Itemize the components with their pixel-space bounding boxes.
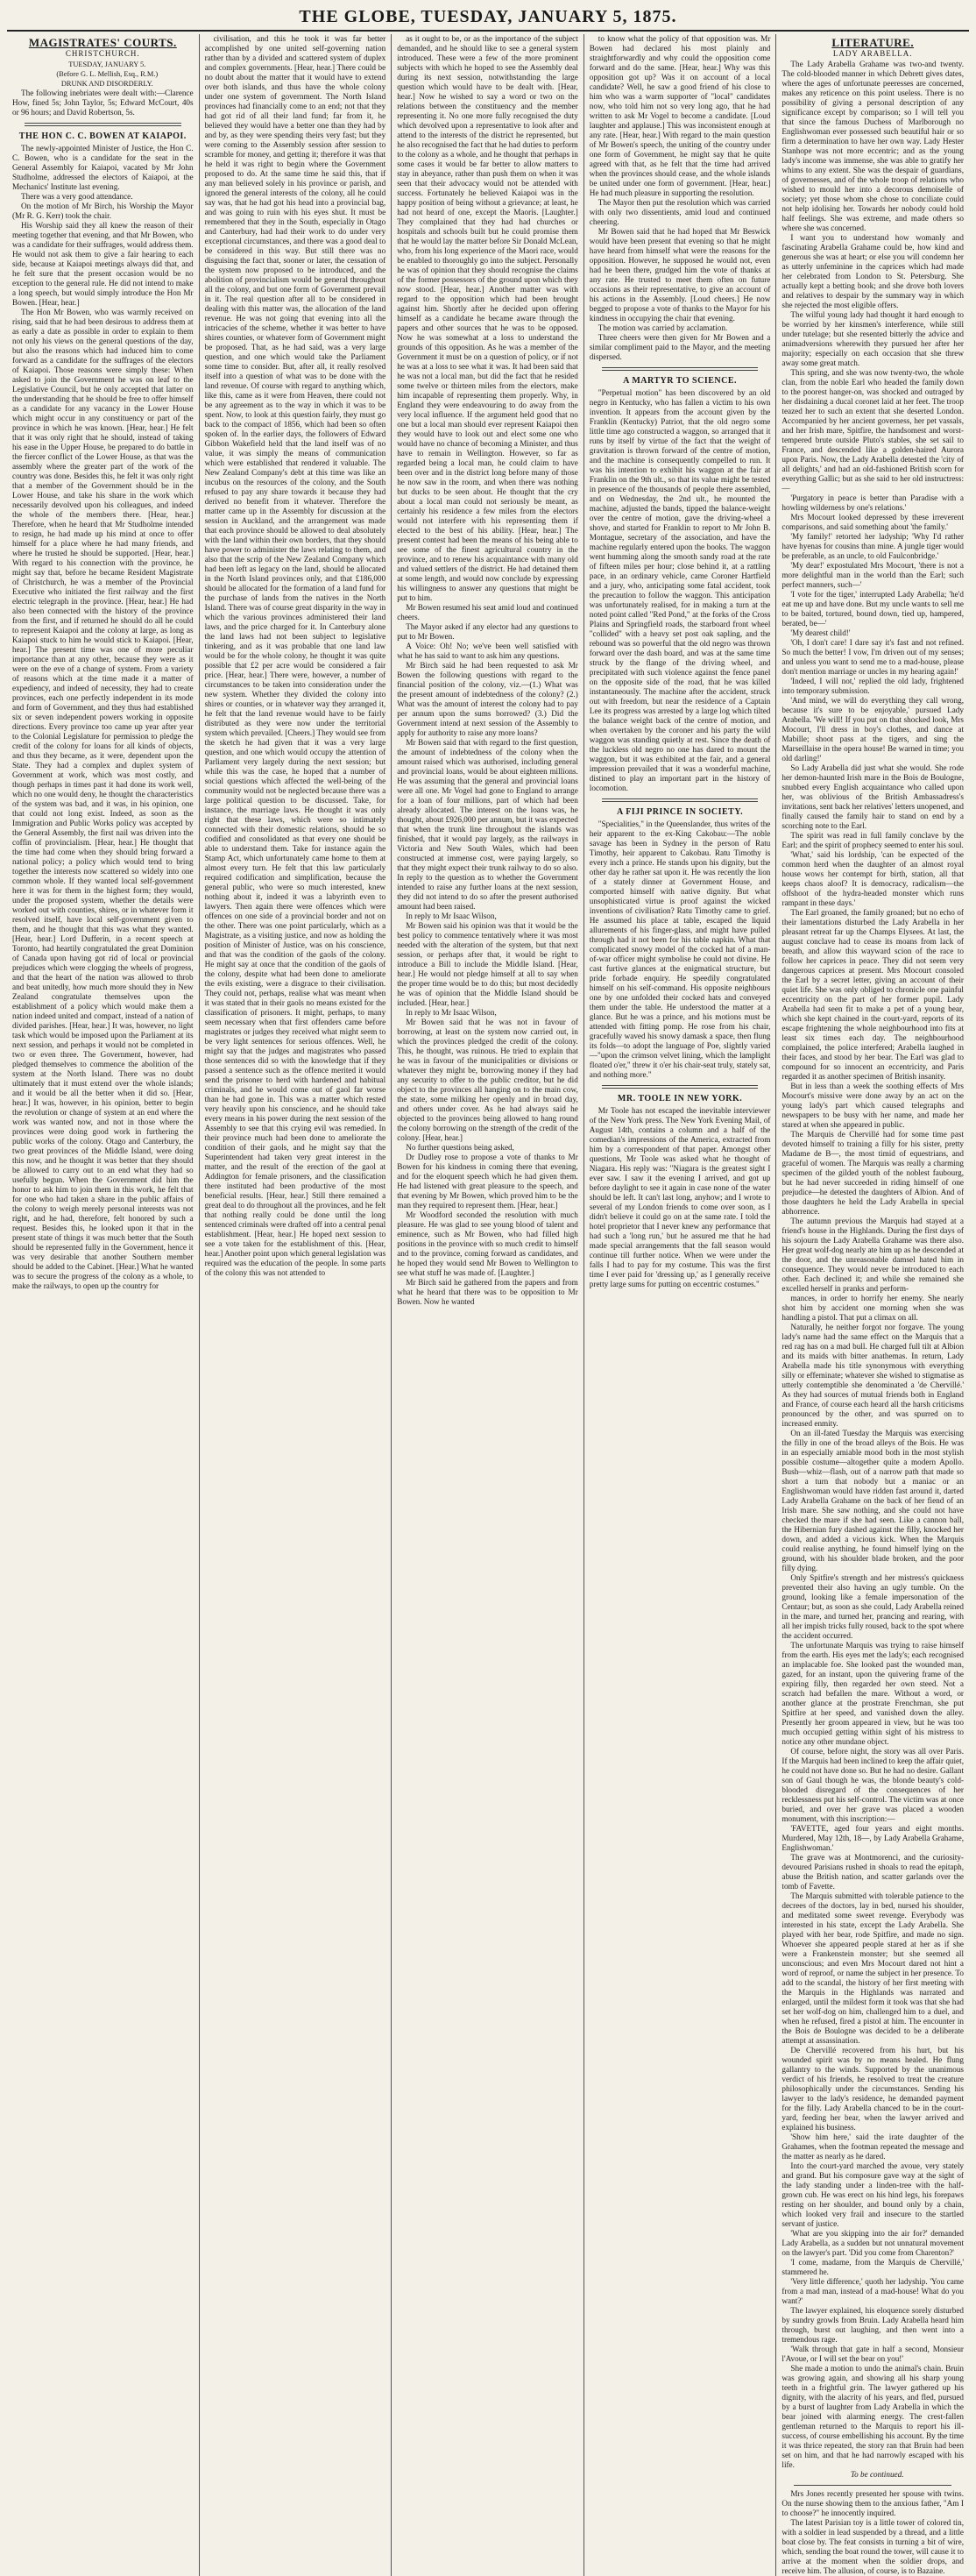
paragraph: Three cheers were then given for Mr Bowen and a similar compliment paid to the Mayor, and the meeting dispersed. bbox=[589, 333, 771, 361]
paragraph: On the motion of Mr Birch, his Worship the Mayor (Mr R. G. Kerr) took the chair. bbox=[12, 202, 194, 220]
paragraph: The Marquis submitted with tolerable patience to the decrees of the doctors, lay in bed, nursed his shoulder, and meditated some sweet revenge. Everybody was interested in his state, except the Lady Arabella. She played with her bear, rode Spitfire, and made no sign. Whoever she appeared people stared at her as if she were a Frankenstein monster; but she seemed all unconscious; and even Mrs Mocourt dared not hint a word of reproof, or name the subject in her presence. To add to the scandal, the history of her first meeting with the Marquis in the Highlands was narrated and enlarged, until the mildest form it took was that she had set her wolf-dog on him, challenged him to a duel, and when he refused, fired a pistol at him. The encounter in the Bois de Boulogne was decided to be a deliberate attempt at assassination. bbox=[782, 1891, 964, 2045]
paragraph: 'Purgatory in peace is better than Paradise with a howling wilderness by one's relations.' bbox=[782, 493, 964, 512]
case-text: The following inebriates were dealt with:—Clarence How, fined 5s; John Taylor, 5s; Edward McCourt, 40s or 96 hours; and David Robertson, 5s. bbox=[12, 89, 194, 117]
section-title: LITERATURE. bbox=[831, 36, 915, 49]
court-date: TUESDAY, JANUARY 5. bbox=[68, 60, 146, 68]
paragraph: The latest Parisian toy is a little tower of colored tin, with a soldier in lead suspended by a thread, and a little boat close by. The feat consists in turning a bit of wire, which, sending the boat round the tower, will cause it to arrive at the moment when the soldier drops, and receive him. The allusion, of course, is to Bazaine. bbox=[782, 2518, 964, 2575]
paragraph: Mr Bowen said that with regard to the first question, the amount of indebtedness of the colony when the amount raised which was authorised, including general and provincial loans, would be about eighteen millions. He was assuming that the general and provincial loans were all one. Mr Vogel had gone to England to arrange for a loan of four millions, part of which had been already allocated. The interest on the loans was, he thought, about £926,000 per annum, but it was expected that when the trunk line throughout the islands was finished, that it would pay largely, as the railways in Victoria and New South Wales, which had been constructed at immense cost, were paying largely, so that they might expect their trunk railway to do so also. In reply to the question as to whether the Government intended to raise any further loans at the next session, they did not intend to do so after the present authorised amount had been raised. bbox=[397, 738, 578, 911]
paragraph: Mr Bowen said that he was not in favour of borrowing, at least on the system now carried out, in which the provinces pledged the credit of the colony. This, he thought, was ruinous. He tried to explain that he was in favour of the municipalities or divisions or whatever they might be, borrowing money if they had any security to offer to the public creditor, but he did object to the provinces all hanging on to the main cow, the state, some milking her openly and in broad day, and others under cover. As he had always said he objected to the provinces being allowed to hang round the colony borrowing on the strength of the credit of the colony. [Hear, hear.] bbox=[397, 1018, 578, 1142]
paragraph: The autumn previous the Marquis had stayed at a friend's house in the Highlands. During the first days of his sojourn the Lady Arabella Grahame was there also. Her great wolf-dog nearly ate him up as he descended at the door, and the unreasonable damsel hated him in consequence. They would never be introduced to each other. Each declined it; and while she remained she excelled herself in pranks and perform- bbox=[782, 1217, 964, 1293]
paragraph: Mrs Mocourt looked depressed by these irreverent comparisons, and said something about 'the family.' bbox=[782, 513, 964, 531]
paragraph: The lawyer explained, his eloquence sorely disturbed by sundry growls from Bruin. Lady Arabella heard him through, burst out laughing, and then went into a tremendous rage. bbox=[782, 2306, 964, 2344]
paragraph: as it ought to be, or as the importance of the subject demanded, and he should like to see a general system introduced. These were a few of the more prominent subjects with which he hoped to see the Assembly deal during its next session, notwithstanding the large question which would have to be dealt with. [Hear, hear.] Now he wished to say a word or two on the relations between the constituency and the member representing it. No one more fully recognised the duty which devolved upon a representative to look after and attend to the interests of the district he represented, but he also recognised the fact that he had duties to perform to the colony as a whole, and he thought that perhaps in some cases it would be far better to allow matters to stay in abeyance, rather than push them on when it was seen that their advocacy would not be attended with success. Fortunately he believed Kaiapoi was in the happy position of being without a grievance; at least, he had not heard of one, except the Maoris. [Laughter.] They complained that they had had churches or hospitals and schools built but he could promise them that he would lay the matter before Sir Donald McLean, who, from his long experience of the Maori race, would be enabled to thoroughly go into the subject. Personally he was of opinion that they should recognise the claims of the former possessors of the ground upon which they now stood. [Hear, hear.] Another matter was with regard to the opposition which had been brought against him. Shortly after he decided upon offering himself as a candidate he became aware through the papers and other sources that he was to be opposed. Now he was somewhat at a loss to understand the grounds of this opposition. As he was a member of the Government it must be on a question of policy, or if not he was at a loss to see what it was. It had been said that he was not a local man, but did the fact that he resided some twelve or thirteen miles from the electors, make him incapable of representing them properly. Why, in England they were endeavouring to do away from the very local influence. If the argument held good that no one but a local man should ever represent Kaiapoi then they would have to look out and elect some one who would have no chance of becoming a Minister, and thus have to remain in Wellington. However, so far as regarded being a local man, he could claim to have been over and in the district long before many of those he now saw in the room, and when there was nothing but ducks to be seen about. He thought that the cry about a local man could not seriously be meant, as certainly his residence a few miles from the electors would not interfere with his representing them if elected to the best of his ability. [Hear, hear.] The present contest had been the means of his being able to see some of the finest agricultural country in the province, and to renew his acquaintance with many old and valued settlers of the district. He had detained them at some length, and would now conclude by expressing his willingness to answer any questions that might be put to him. bbox=[397, 34, 578, 602]
story-body bbox=[782, 60, 964, 1294]
paragraph: The Marquis de Chervillé had for some time past devoted himself to training a filly for his sister, pretty Madame de B—, the most timid of equestrians, and graceful of women. The Marquis was really a charming specimen of the gilded youth of the noblest faubourg, but he had never succeeded in riding himself of one prejudice—he detested the daughters of Albion. And of those daughters he held the Lady Arabella in special abhorrence. bbox=[782, 1130, 964, 1216]
paragraph: The Lady Arabella Grahame was two-and twenty. The cold-blooded manner in which Debrett gives dates, where the ages of unfortunate peeresses are concerned, makes any reticence on this point useless. There is no possibility of giving a personal description of any significance except by comparison; so I will tell you that since the famous Duchess of Marlborough no Englishwoman ever possessed such beautiful hair or so firm a determination to have her own way. Lady Hester Stanhope was not more eccentric; and as the young lady's income was immense, she was able to gratify her whims to any extent. She was the despair of guardians, of governesses, and of the whole troop of relations who wished to mould her into a decorous demoiselle of society; yet those whom she chose to conciliate could not help idolising her. Towards her nobody could hold half feelings. She was extreme, and made others so where she was concerned. bbox=[782, 60, 964, 232]
divider bbox=[602, 367, 759, 371]
paragraph: civilisation, and this he took it was far better accomplished by one united self-governing nation rather than by a divided and scattered system of duplex and complex governments. [Hear, hear.] There could be no doubt about the matter that it would have to extend over both islands, and thus have the whole colony under one system of government. The North Island provinces had financially come to an end; not that they had got rid of all their land fund; far from it, he believed they would have a better one than they had by and by, as they were spending theirs very fast; but they were coming to the Assembly session after session to scramble for money, and getting it; therefore it was that he held it was right to begin where the Government proposed to do. At the same time he said this, that if any man believed solely in his province or parish, and ignored the general interests of the colony, all he could say was, that he had got his head into a provincial bag, and was going to ruin with his eyes shut. It must be remembered that they in the South, especially in Otago and Canterbury, had had their work to do under very exceptional circumstances, and there was a good deal to be considered in this way. But still there was no disguising the fact that, sooner or later, the cessation of the system now proposed to be introduced, and the abolition of provincialism would be general throughout all the colony, and but one form of Government prevail in it. The real question after all to be considered in dealing with this matter was, the allocation of the land revenue. He was not going that evening into all the intricacies of the scheme, whether it was better to have shires counties, or whatever form of Government might be proposed. That, as he had said, was a very large question, and one which would take the Parliament some time to consider. But, after all, it really resolved itself into a question of what was to be done with the land revenue. Of course with regard to anything which, like this, came as it were from Heaven, there could not be any agreement as to the way in which it was to be spent. Now, to look at this question fairly, they must go back to the compact of 1856, which had been so often spoken of. In the earlier days, the followers of Edward Gibbon Wakefield held that the land itself was of no value, it was simply the means of communication which were established that rendered it valuable. The New Zealand Company's debt at this time was like an incubus on the resources of the colony, and the South refused to pay any share towards it because they had derived no benefit from it whatever. Therefore the matter came up in the Assembly for discussion at the session in Auckland, and the arrangement was made that each province should be allowed to deal absolutely with the land within their own borders, that they should have power to administer the laws relating to them, and also that the scrip of the New Zealand Company which had been left as legacy on the land, should be allocated in the North Island provinces only, and that £186,000 should be allocated for the formation of a land fund for the purchase of lands from the natives in the North Island. There was of course great disparity in the way in which the various provinces administered their land laws, and the price charged for it. In Canterbury alone the land laws had not been subject to legislative tinkering, and as it was probable that one land law would be for the whole colony, he thought it was quite possible that £2 per acre would be considered a fair price. [Hear, hear.] There were, however, a number of circumstances to be taken into consideration under the new system. Whether they divided the colony into shires or counties, or in whatever way they arranged it, he felt that the land revenue would have to be fairly distributed as they were now under the territorial system which prevailed. [Cheers.] They would see from the sketch he had given that it was a very large question, and one which would occupy the attention of Parliament very largely during the next session; but while this was the case, he hoped that a number of social questions which affected the well-being of the community would not be neglected because there was a large political question to be discussed. Take, for instance, the marriage laws. He thought it was only right that these laws, which were so intimately connected with their domestic relations, should be so codified and consolidated as that every one should be able to understand them. Take for instance again the Stamp Act, which unfortunately came home to them at almost every turn. He felt that this law particularly required codification and simplification, because the general public, who were so much interested, knew nothing about it, indeed it was a labyrinth even to lawyers. Then again there were offences which were offences on one side of a provincial border and not on the other. There was one point particularly, which as a Magistrate, as a visiting justice, and now as holding the position of Minister of Justice, was on his conscience, and that was the condition of the gaols of the colony. He might say at once that the condition of the gaols of the colony, despite what had been done to ameliorate the evils existing, were a disgrace to their civilisation. They could not, perhaps, realise what was meant when it was stated that in their gaols no means existed for the classification of prisoners. It might, perhaps, to many seem necessary when that first offenders came before magistrates or judges they received what might seem to be very light sentences for serious offences. Well, he might say that the judges and magistrates who passed those sentences did so with the knowledge that if they passed a sentence such as the offence merited it would send the prisoner to herd with hardened and habitual criminals, and he would come out of gaol far worse than he had gone in. This was a matter which rested very heavily upon his conscience, and he should take every means in his power during the next session of the Assembly to see that this crying evil was remedied. In their province much had been done to ameliorate the condition of their gaols, and he might say that the Superintendent had taken very great interest in the matter, and the result of the erection of the gaol at Addington for female prisoners, and the classification there instituted had been productive of the most beneficial results. [Hear, hear.] Still there remained a great deal to do throughout all the provinces, and he felt that nothing really could be done until the long sentenced criminals were drafted off into a central penal establishment. [Hear, hear.] He hoped next session to see a vote taken for the establishment of this. [Hear, hear.] Another point upon which general legislation was required was the education of the people. In some parts of the colony this was not attended to bbox=[204, 34, 386, 1277]
paragraph: "Specialities," in the Queenslander, thus writes of the heir apparent to the ex-King Cakobau:—The noble savage has been in Sydney in the person of Ratu Timothy, heir apparent to Cakobau. Ratu Timothy is every inch a prince. He stands upon his dignity, but the other day he rather sat upon it. He was recently the lion of a stately dinner at Government House, and comported himself with native dignity. But what unsophisticated virtue is proof against the wicked inventions of civilisation? Ratu Timothy came to grief. He assumed his place at table, escaped the liquid allurements of his finger-glass, and might have pulled through had it not been for his table napkin. What that complicated snowy model of the cocked hat of a man-of-war officer might symbolise he could not divine. He cast furtive glances at the enigmatical structure, but pride forbade enquiry. He speedily congratulated himself on his self-command. His opposite neighbours one by one unfolded their cocked hats and conveyed them under the table. He understood the matter at a glance. But he was a prince, and his motions must be attended with fitting pomp. He rose from his chair, gracefully waved his snowy damask a space, then flung its folds—to adopt the language of Poe, slightly varied—"upon the crimson velvet lining, which the lamplight floated o'er," threw it o'er his chair-seat truly, stately sat, and nothing more." bbox=[589, 820, 771, 1079]
divider bbox=[794, 2485, 951, 2486]
paragraph: 'What are you skipping into the air for?' demanded Lady Arabella, as a sudden but not unnatural movement on the lawyer's part. 'Did you come from Charenton?' bbox=[782, 2229, 964, 2257]
paragraph: Of course, before night, the story was all over Paris. If the Marquis had been inclined to keep the affair quiet, he could not have done so. But he had no desire. Gallant son of Gaul though he was, the blonde beauty's cold-blooded disregard of the consequences of her recklessness put his self-control. The victim was at once buried, and over her grave was placed a wooden monument, with this inscription:— bbox=[782, 1747, 964, 1823]
article-body bbox=[590, 1106, 771, 1289]
article-body bbox=[590, 820, 771, 1080]
paragraph: The Mayor asked if any elector had any questions to put to Mr Bowen. bbox=[397, 622, 578, 641]
paragraph: Into the court-yard marched the avoue, very stately and grand. But his composure gave way at the sight of the lady standing under a linden-tree with the half-grown cub. He was erect on his hind legs, his forepaws resting on her shoulder, and bound only by a chain, which looked very frail and insecure to the startled servant of justice. bbox=[782, 2161, 964, 2228]
paragraph: The motion was carried by acclamation. bbox=[598, 323, 728, 332]
paragraph: The grave was at Montmorenci, and the curiosity-devoured Parisians rushed in shoals to read the epitaph, abuse the British nation, and scatter garlands over the tomb of Favette. bbox=[782, 1853, 964, 1891]
paragraph: Mr Bowen said that he had hoped that Mr Beswick would have been present that evening so that he might have heard from himself what were the reasons for the opposition. However, he supposed he would not, even had he been there, grudged him the vote of thanks at any rate. He trusted to meet them often on future occasions as their representative, to give an account of his actions in the Assembly. [Loud cheers.] He now begged to propose a vote of thanks to the Mayor for his kindness in occupying the chair that evening. bbox=[589, 227, 771, 323]
paragraph: The spirit was read in full family conclave by the Earl; and the spirit of prophecy seemed to enter his soul. bbox=[782, 831, 964, 849]
masthead: THE GLOBE, TUESDAY, JANUARY 5, 1875. bbox=[7, 5, 969, 32]
column-2 bbox=[200, 34, 393, 2576]
paragraph: I want you to understand how womanly and fascinating Arabella Grahame could be, how kind and generous she was at heart; or else you will condemn her as utterly unfeminine in the caprices which had made her celebrated from London to St. Petersburg. She actually kept a betting book; and she drove both lovers and relatives to despair by the summary way in which she rejected the most eligible offers. bbox=[782, 233, 964, 309]
article-title: A FIJI PRINCE IN SOCIETY. bbox=[617, 807, 744, 817]
to-be-continued: To be continued. bbox=[850, 2470, 904, 2479]
paragraph: Only Spitfire's strength and her mistress's quickness prevented their also having an ugly tumble. On the ground, looking like a female impersonation of the Centaur; but, as soon as she could, Lady Arabella reined in the mare, and turned her, prancing and rearing, with all her impish tricks fully roused, back to the spot where the accident occurred. bbox=[782, 1573, 964, 1640]
paragraph: Mr Bowen resumed his seat amid loud and continued cheers. bbox=[397, 603, 578, 621]
paragraph: 'FAVETTE, aged four years and eight months. Murdered, May 12th, 18—, by Lady Arabella Grahame, Englishwoman.' bbox=[782, 1824, 964, 1852]
paragraph: Naturally, he neither forgot nor forgave. The young lady's name had the same effect on the Marquis that a red rag has on a mad bull. He charged full tilt at Albion and its maids with bitter anathemas. In return, Lady Arabella made his title synonymous with everything silly or effeminate; whatever she wished to stigmatise as utterly contemptible she denominated a 'de Chervillé.' As they had sources of mutual friends both in England and France, of course each heard all the harsh criticisms pronounced by the other, and was spurred on to increased enmity. bbox=[782, 1323, 964, 1428]
paragraph: There was a very good attendance. bbox=[21, 192, 133, 201]
paragraph: 'Show him here,' said the irate daughter of the Grahames, when the footman repeated the message and the matter as nearly as he dared. bbox=[782, 2132, 964, 2161]
notes bbox=[782, 2489, 964, 2576]
paragraph: This spring, and she was now twenty-two, the whole clan, from the noble Earl who headed the family down to the poorest hanger-on, was shocked and outraged by her disdaining a ducal coronet laid at her feet. The troop teazed her to such an extent that she deserted London. Accompanied by her ancient governess, her pet vassals, and her Irish mare, Spitfire, the handsomest and worst-tempered brute outside Pluto's stables, she set sail to France, and descended like a golden-haired Aurora upon Paris. Now, the Lady Arabella detested the 'city of all delights,' and had an old-fashioned British scorn for everything Gallic; but as she said to her old instructress:— bbox=[782, 368, 964, 493]
paragraph: Mr Birch said he gathered from the papers and from what he heard that there was to be opposition to Mr Bowen. Now he wanted bbox=[397, 1278, 578, 1306]
divider bbox=[602, 798, 759, 802]
divider bbox=[25, 123, 181, 126]
paragraph: 'Oh, I don't care! I dare say it's fast and not refined. So much the better! I vow, I'm driven out of my senses; and unless you want to send me to a mad-house, please don't mention marriage or uncles in my hearing again!' bbox=[782, 638, 964, 676]
paragraph: Mr Woodford seconded the resolution with much pleasure. He was glad to see young blood of talent and eminence, such as Mr Bowen, who had filled high positions in the province with so much credit to himself and to the province, coming forward as candidates, and he hoped they would send Mr Bowen to Wellington to see what stuff he was made of. [Laughter.] bbox=[397, 1210, 578, 1277]
article-body bbox=[590, 34, 771, 362]
divider bbox=[602, 1085, 759, 1089]
article-body bbox=[12, 144, 194, 1291]
paragraph: She made a motion to undo the animal's chain. Bruin was growing again, and showing all his sharp young teeth in a frightful grin. The lawyer gathered up his dignity, with the alacrity of his years, and fled, pursued by a burst of laughter from Lady Arabella in which the bear joined with alarming energy. The crest-fallen gentleman returned to the Marquis to report his ill-success, of course embellishing his account. By the time it was thrice repeated, the story ran that Bruin had been set on him, and that he had narrowly escaped with his life. bbox=[782, 2364, 964, 2469]
paragraph: "Perpetual motion" has been discovered by an old negro in Kentucky, who has fallen a victim to his own invention. It appears from the account given by the Franklin (Kentucky) Patriot, that the old negro some little time ago constructed a waggon, so arranged that it runs by itself by virtue of the fact that the weight of gravitation is thrown forward of the centre of motion, and the machine is consequently compelled to run. It was his intention to exhibit his waggon at the fair at Franklin on the 9th ult., so that its value might be tested in presence of the thousands of people there assembled, and on Wednesday, the 2nd ult., he mounted the machine, adjusted the bands, tipped the balance-weight over the centre of motion, gave the driving-wheel a shove, and started for Franklin to report to Mr John B. Montague, secretary of the association, and have the machine regularly entered upon the books. The waggon went humming along the smooth sandy road at the rate of fifteen miles per hour; close behind it, at a rattling pace, in an ordinary vehicle, came Coroner Hartfield and a jury, who, anticipating some fatal accident, took the precaution to follow the waggon. This anticipation was unfortunately realised, for in making a turn at the noted point called "Red Pond," at the forks of the Cross Plains and Springfield roads, the starboard front wheel "collided" with a heavy set post oak sapling, and the rebound was so powerful that the old negro was thrown forward over the dash board, and was at the same time struck by the flange of the driving wheel, and precipitated with such violence against the fence panel on the opposite side of the road, that he was killed instantaneously. The machine after the accident, struck out with freedom, but near the residence of a Captain Lee its progress was arrested by a large log which tilted the balance weight back of the centre of motion, and when overtaken by the coroner and his party the wild waggon was standing quietly at rest. Since the death of the luckless old negro no one has dared to mount the waggon, but it was exhibited at the fair, and a general impression prevailed that it was a wonderful machine, distined to play an important part in the history of locomotion. bbox=[589, 388, 771, 792]
paragraph: 'Very little difference,' quoth her ladyship. 'You came from a mad man, instead of a mad-house! What do you want?' bbox=[782, 2277, 964, 2305]
paragraph: The Hon Mr Bowen, who was warmly received on rising, said that he had been desirous to address them at as early a date as possible in order to explain to them not only his views on the general questions of the day, but also the reasons which had induced him to come forward as a candidate for the suffrages of the electors of Kaiapoi. Those reasons were simply these: When asked to join the Government he was on leaf to the Legislative Council, but he only accepted that latter on the understanding that he should be free to offer himself as a candidate for any vacancy in the Lower House which might occur in any constituency or part of the province in which he was known. [Hear, hear.] He felt that it was only right that he should, instead of taking his ease in the Upper House, be prepared to do battle in the fiercer conflict of the Lower House, as that was the assembly where the greater part of the work of the country was done. Besides this, he felt it was only right that a member of the Government should be in the Lower House, and take his share in the work which necessarily devolved upon his colleagues, and indeed the whole of the members there. [Hear, hear.] Therefore, when he heard that Mr Studholme intended to resign, he had made up his mind at once to offer himself for a place where he had many friends, and where he trusted he should be supported. [Hear, hear.] With regard to his connection with the province, he might say that, before he became Resident Magistrate of Christchurch, he was a member of the Provincial Executive who initiated the first railway and the first electric telegraph in the province. [Hear, hear.] He had also been connected with the history of the province from the first, and if returned he should do all he could to represent Kaiapoi and the colony at large, as long as Kaiapoi stuck to him he would stick to Kaiapoi. [Hear, hear.] The present time was one of more peculiar importance than at any other, because they were as it were on the eve of a change of system. From a variety of reasons which at the time made it a matter of expediency, and indeed of necessity, they had to create provinces, each one perfectly independent in its mode and form of Government, and they thus had established six or seven independent powers working in opposite directions. Every province too came up year after year to the Colonial Legislature for permission to pledge the credit of the colony for loans for all kinds of objects, and thus they became, as it were, dependent upon the State. They had a complex and duplex system of Government at work, which was most costly, and though perhaps in times past it had done its work well, which no one would deny, he thought the characteristics of the system was bad, and it was, in his opinion, one that could not long exist. Indeed, as soon as the Immigration and Public Works policy was accepted by the General Assembly, the first nail was driven into the coffin of provincialism. [Hear, hear.] He thought that the time had come when they should bring forward a national policy; a policy which would tend to bring together the interests now scattered so widely into one common whole. If they wanted local self-government here it was for them in the highest form; they would, under the proposed system, whether the details were worked out with counties, shires, or in whatever form it resolved itself, have local self-government given to them, and he thought that this was what they wanted. [Hear, hear.] Lord Dufferin, in a recent speech at Toronto, had heartily congratulated the great Dominion of Canada upon having got rid of local or provincial prejudices which were clogging the wheels of progress, and that the heart of the nation was allowed to throb and beat unitedly, how much more should they in New Zealand congratulate themselves upon the establishment of a policy which would make them a nation indeed united and compact, instead of a nation of divided parishes. [Hear, hear.] It was, however, no light task which would be imposed upon the Parliament at its next session, and perhaps it would not be completed in two or even three. The Government, however, had pledged themselves to commence the abolition of the system at the North Island. There was no doubt ultimately that it must extend over the whole islands; and it would be all the better when it did so. [Hear, hear.] It was, however, in his opinion, better to begin the revolution or change of system at an end where the work was wanted now, and not in those where the provinces were doing good work in furthering the public works of the colony. Otago and Canterbury, the two great provinces of the Middle Island, were doing this now, and he thought it was better that they should be allowed to carry out to an end what they had so usefully begun. When the Government did him the honor to ask him to join them in this work, he felt that for one who had taken a share in the public affairs of the colony to weigh merely personal interests was not right, and he had, therefore, felt honored by such a request. Besides this, he looked upon it that in the present state of things it was much better that the South should be represented fully in the Government, hence it was very desirable that another Southern member should be added to the Cabinet. [Hear.] What he wanted was to secure the progress of the colony as a whole, to make the railways, to open up the country for bbox=[12, 308, 194, 1290]
article-body bbox=[397, 34, 578, 1307]
article-body bbox=[205, 34, 386, 1278]
case-heading: DRUNK AND DISORDERLY. bbox=[60, 80, 153, 88]
column-3 bbox=[392, 34, 584, 2576]
paragraph: In reply to Mr Isaac Wilson, bbox=[406, 912, 497, 920]
paragraph: 'My dear!' expostulated Mrs Mocourt, 'there is not a more delightful man in the world than the Earl; such perfect manners, such—' bbox=[782, 561, 964, 589]
paragraph: But in less than a week the soothing effects of Mrs Mocourt's missive were done away by an act on the young lady's part which caused telegraphs and newspapers to be busy with her name, and made her stared at when she appeared in public. bbox=[782, 1082, 964, 1129]
paragraph: 'What,' said his lordship, 'can be expected of the common herd when the daughter of an almost royal house wows her contempt for birth, station, all that keeps chaos aloof? It is democracy, radicalism—the offshoot of the hydra-headed monster which runs rampant in these days.' bbox=[782, 850, 964, 907]
column-5 bbox=[776, 34, 969, 2576]
paragraph: 'And mind, we will do everything they call wrong, because it's sure to be enjoyable,' pursued Lady Arabella. 'We will! If you put on that shocked look, Mrs Mocourt, I'll dress in boy's clothes, and dance at Mabille; shoot pass at the tigers, and sing the Marseillaise in the opera house! Be warned in time; you old darling!' bbox=[782, 696, 964, 763]
paragraph: to know what the policy of that opposition was. Mr Bowen had declared his most plainly and straightforwardly and why could the opposition come forward and do the same. [Hear, hear.] Why was this opposition got up? Was it on account of a local candidate? Well, he saw a good friend of his close to him who was a warm supporter of "local" candidates now, who told him not so very long ago, that he had written to ask Mr Vogel to become a candidate. [Loud laughter and applause.] This was inconsistent enough at any rate. [Hear, hear.] With regard to the main question of Mr Bowen's speech, the uniting of the country under one form of Government, he might say that he quite agreed with that, as he felt that the time had arrived when the provinces should cease, and the whole islands be united under one form of government. [Hear, hear.] He had much pleasure in supporting the resolution. bbox=[589, 34, 771, 197]
story-title: LADY ARABELLA. bbox=[832, 49, 913, 58]
column-4 bbox=[584, 34, 777, 2576]
paragraph: On an ill-fated Tuesday the Marquis was exercising the filly in one of the broad alleys of the Bois. He was in an especially amiable mood both in the most stylish possible costume—altogether quite a modern Apollo. Bush—whiz—flash, out of a narrow path that made so short a turn that nobody but a maniac or an Englishwoman would have ridden fast around it, darted Lady Arabella Grahame on the back of her fiend of an Irish mare. She saw nothing, and she could not have checked the mare if she had seen. Like a cannon ball, the Hibernian fury dashed against the filly, knocked her down, and added a vicious kick. When the Marquis could realise anything, he found himself lying on the ground, with his shoulder blade broken, and the poor filly dying. bbox=[782, 1429, 964, 1572]
court-name: CHRISTCHURCH. bbox=[65, 49, 140, 58]
paragraph: 'I come, madame, from the Marquis de Chervillé,' stammered he. bbox=[782, 2258, 964, 2276]
paragraph: 'My dearest child!' bbox=[790, 628, 851, 637]
paragraph: A Voice: Oh! No; we've been well satisfied with what he has said to want to ask him any questions. bbox=[397, 642, 578, 660]
paragraph: No further questions being asked, bbox=[406, 1143, 514, 1152]
paragraph: Mr Bowen said his opinion was that it would be the best policy to commence tentatively where it was most needed with the alteration of the system, but that next session, or perhaps after that, it would be right to introduce a Bill to include the Middle Island. [Hear, hear.] He would not pledge himself at all to say when the proper time would be to do this; but most decidedly he was of opinion that the Middle Island should be included. [Hear, hear.] bbox=[397, 921, 578, 1007]
court-bench: (Before G. L. Mellish, Esq., R.M.) bbox=[56, 70, 159, 78]
paragraph: 'Walk through that gate in half a second, Monsieur l'Avoue, or I will set the bear on you!' bbox=[782, 2345, 964, 2363]
paragraph: The wilful young lady had thought it hard enough to be worried by her kinsmen's interference, while still under tutelage; but she resented bitterly the advice and animadversions wherewith they pursued her after her majority; especially on each occasion that she threw away some great match. bbox=[782, 310, 964, 367]
paragraph: The Mayor then put the resolution which was carried with only two dissentients, amid loud and continued cheering. bbox=[589, 198, 771, 226]
paragraph: The newly-appointed Minister of Justice, the Hon C. C. Bowen, who is a candidate for the seat in the General Assembly for Kaiapoi, vacated by Mr John Studholme, addressed the electors of Kaiapoi, at the Mechanics' Institute last evening. bbox=[12, 144, 194, 191]
paragraph: 'Indeed, I will not,' replied the old lady, frightened into temporary submission. bbox=[782, 677, 964, 695]
paragraph: Dr Dudley rose to propose a vote of thanks to Mr Bowen for his kindness in coming there that evening, and for the eloquent speech which he had given them. He had listened with great pleasure to the speech, and that evening by Mr Bowen, which proved him to be the man they required to represent them. [Hear, hear.] bbox=[397, 1153, 578, 1210]
article-title: A MARTYR TO SCIENCE. bbox=[623, 376, 738, 386]
columns bbox=[7, 34, 969, 2575]
paragraph: The unfortunate Marquis was trying to raise himself from the earth. His eyes met the lady's; each recognised an implacable foe. She looked past the wounded man, gazed, for an instant, upon the quivering frame of the expiring filly, then regarded her own steed. Not a scratch had befallen the mare. Without a word, or another glance at the prostrate Frenchman, she put Spitfire at her speed, and vanished down the alley. Presently her groom appeared in view, but he was too much occupied getting within sight of his mistress to notice any other mundane object. bbox=[782, 1641, 964, 1746]
paragraph: Mr Birch said he had been requested to ask Mr Bowen the following questions with regard to the financial position of the colony, viz.—(1.) What was the present amount of indebtedness of the colony? (2.) What was the amount of interest the colony had to pay per annum upon the sums borrowed? (3.) Did the Government intend at next session of the Assembly to apply for authority to raise any more loans? bbox=[397, 661, 578, 737]
article-body bbox=[590, 388, 771, 793]
section-title: MAGISTRATES' COURTS. bbox=[28, 36, 177, 49]
column-1 bbox=[7, 34, 200, 2576]
paragraph: His Worship said they all knew the reason of their meeting together that evening, and that Mr Bowen, who was a candidate for their suffrages, would address them. He would not ask them to give a fair hearing to each side, because at Kaiapoi meetings always did that, and he felt sure that the present occasion would be no exception to the general rule. He did not intend to make a long speech, but would simply introduce the Hon Mr Bowen. [Hear, hear.] bbox=[12, 221, 194, 307]
paragraph: Mrs Jones recently presented her spouse with twins. On the nurse showing them to the anxious father, "Am I to choose?" he innocently inquired. bbox=[782, 2489, 964, 2517]
paragraph: In reply to Mr Isaac Wilson, bbox=[406, 1008, 497, 1017]
article-title: THE HON C. C. BOWEN AT KAIAPOI. bbox=[18, 131, 187, 141]
paragraph: mances, in order to horrify her enemy. She nearly shot him by accident one morning when she was handling a pistol. That put a climax on all. bbox=[782, 1294, 964, 1322]
paragraph: So Lady Arabella did just what she would. She rode her demon-haunted Irish mare in the Bois de Boulogne, snubbed every English acquaintance who called upon her, was oblivious of the British Ambassadress's invitations, sent back her relatives' letters unopened, and finally caused the family hair to stand on end by a scorching note to the Earl. bbox=[782, 763, 964, 830]
paragraph: The Earl groaned, the family groaned; but no echo of their lamentations disturbed the Lady Arabella in her pleasant retreat far up the Champs Elysees. At last, the august conclave had to cease its moans from lack of breath, and allow this wayward scion of the race to follow her caprices in peace. They did not seem very dangerous caprices at present. Mrs Mocourt consoled the Earl by a secret letter, giving an account of their quiet life. She was only obliged to chronicle one painful eccentricity on the part of her former pupil. Lady Arabella had seen fit to make a pet of a young bear, which she kept chained in the court-yard, reports of its escape frightening the whole neighbourhood into fits at least six times each day. The neighbourhood complained, the police interfered; Arabella laughed in their faces, and stood by her bear. The Earl was glad to compound for so innocent an eccentricity, and Paris regarded it as another specimen of British insanity. bbox=[782, 908, 964, 1081]
article-title: MR. TOOLE IN NEW YORK. bbox=[617, 1094, 743, 1103]
paragraph: 'I vote for the tiger,' interrupted Lady Arabella; 'he'd eat me up and have done. But my uncle wants to sell me to be baited, tortured, bound down, tied up, hampered, berated, be—' bbox=[782, 590, 964, 628]
story-body-continued bbox=[782, 1294, 964, 2470]
paragraph: De Chervillé recovered from his hurt, but his wounded spirit was by no means healed. He flung gallantry to the winds. Supported by the unanimous verdict of his friends, he resolved to treat the creature philosophically under the circumstances. Sending his lawyer to the lady's residence, he demanded payment for the filly. Lady Arabella chanced to be in the court-yard, feeding her bear, when the lawyer arrived and explained his business. bbox=[782, 2046, 964, 2132]
paragraph: 'My family!' retorted her ladyship; 'Why I'd rather have hyenas for cousins than mine. A jungle tiger would be preferable, as an uncle, to old Faulconbridge.' bbox=[782, 532, 964, 560]
paragraph: Mr Toole has not escaped the inevitable interviewer of the New York press. The New York Evening Mail, of August 14th, contains a column and a half of the comedian's impressions of the America, extracted from him by a correspondent of that paper. Amongst other questions, Mr Toole was asked what he thought of Niagara. His reply was: "Niagara is the greatest sight I ever saw. I saw it the evening I arrived, and got up before daylight to see it again in case none of the water should be left. It can't last long, anyhow; and I wrote to several of my London friends to come over soon, as I didn't believe it could go on at the same rate. I told the hotel proprietor that I never knew any performance that had such a 'long run,' but he assured me that he had made special arrangements that the fall season would continue till further notice. When we were under the falls I had to pay for my costume. This was the first time I ever paid for 'dressing up,' as I generally receive pretty large sums for putting on eccentric costumes." bbox=[589, 1106, 771, 1288]
